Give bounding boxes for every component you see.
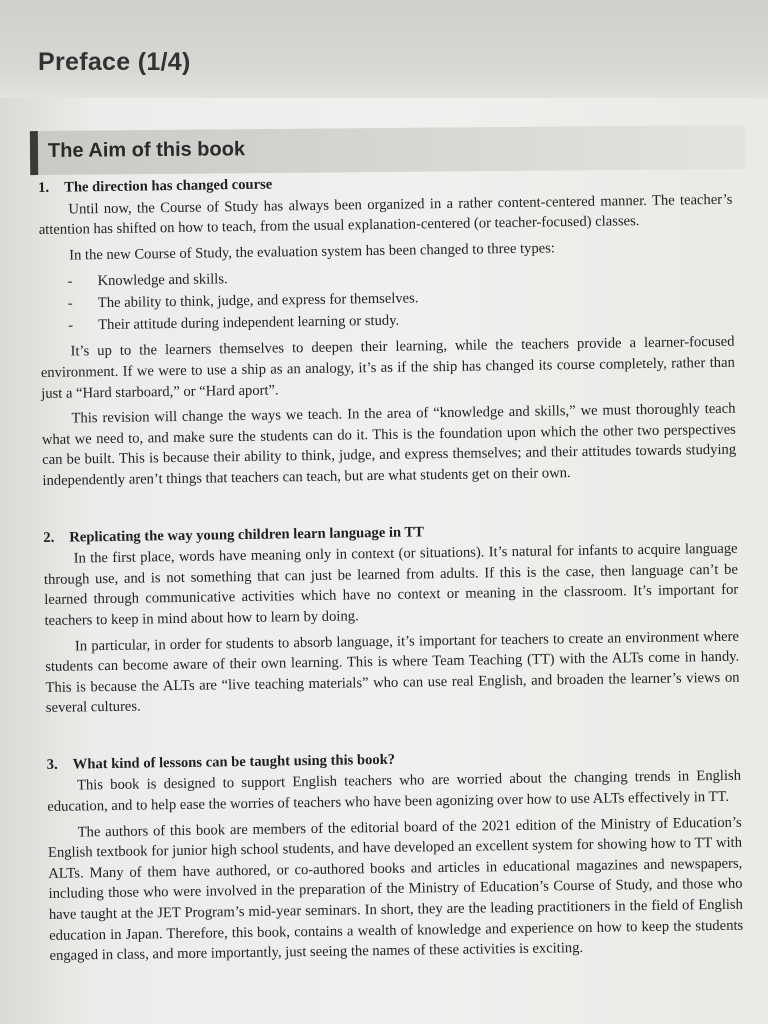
list-item-text: Knowledge and skills.	[97, 271, 228, 290]
section-title: The Aim of this book	[47, 138, 246, 162]
section-1	[38, 168, 737, 492]
paragraph: This book is designed to support English teachers who are worried about the changing trends in English education, and to help ease the worries of teachers who have been agonizing over how to use ALTs effectively in TT.	[47, 768, 742, 815]
section-2	[43, 517, 740, 719]
section-2-number: 2.	[43, 529, 55, 546]
paragraph: Until now, the Course of Study has always been organized in a rather content-centered manner. The teacher’s attention has shifted on how to teach, from the usual explanation-centered (or teacher-focused) classes.	[38, 191, 733, 239]
bullet-marker: -	[67, 273, 73, 290]
page-title: Preface (1/4)	[38, 48, 191, 76]
section-1-title: The direction has changed course	[64, 176, 273, 196]
paragraph: The authors of this book are members of the editorial board of the 2021 edition of the Ministry of Education’s English textbook for junior high school students, and have developed an excellent system for showing how to TT with ALTs. Many of them have authored, or co-authored books and articles in educational magazines and newspapers, including those who were involved in the preparation of the Ministry of Education’s Course of Study, and those who have taught at the JET Program’s mid-year seminars. In short, they are the leading practitioners in the field of English education in Japan. Therefore, this book, contains a wealth of knowledge and experience on how to keep the students engaged in class, and more importantly, just seeing the names of these activities is exciting.	[47, 814, 744, 965]
list-item-text: Their attitude during independent learning or study.	[98, 313, 400, 334]
section-3-title: What kind of lessons can be taught using this book?	[72, 751, 396, 773]
list-item-text: The ability to think, judge, and express for themselves.	[97, 290, 419, 312]
page-body	[38, 168, 744, 1003]
section-2-title: Replicating the way young children learn language in TT	[69, 523, 425, 546]
bullet-marker: -	[68, 317, 74, 334]
section-heading-bar	[30, 125, 745, 175]
paragraph: In the new Course of Study, the evaluation system has been changed to three types:	[69, 240, 556, 264]
section-1-number: 1.	[38, 179, 50, 196]
bullet-marker: -	[67, 295, 73, 312]
paragraph: In the first place, words have meaning only in context (or situations). It’s natural for infants to acquire language through use, and is not something that can just be learned from adults. If this is the case, then language can’t be learned through communicative activities which have no context or meaning in the classroom. It’s important for teachers to keep in mind about how to learn by doing.	[43, 540, 739, 629]
section-3-number: 3.	[46, 756, 58, 773]
paragraph: In particular, in order for students to absorb language, it’s important for teachers to create an environment where students can become aware of their own learning. This is where Team Teaching (TT) with the ALTs come in handy. This is because the ALTs are “live teaching materials” who can use real English, and broaden the learner’s views on several cultures.	[45, 628, 740, 717]
section-3	[47, 745, 744, 967]
evaluation-types-list	[39, 261, 734, 337]
paragraph: This revision will change the ways we teach. In the area of “knowledge and skills,” we must thoroughly teach what we need to, and make sure the students can do it. This is the foundation upon which the other two perspectives can be built. This is because their ability to think, judge, and express themselves; and their attitudes towards studying independently aren’t things that teachers can teach, but are what students get on their own.	[41, 400, 737, 489]
paragraph: It’s up to the learners themselves to deepen their learning, while the teachers provide a learner-focused environment. If we were to use a ship as an analogy, it’s as if the ship has changed its course completely, rather than just a “Hard starboard,” or “Hard aport”.	[40, 334, 735, 402]
